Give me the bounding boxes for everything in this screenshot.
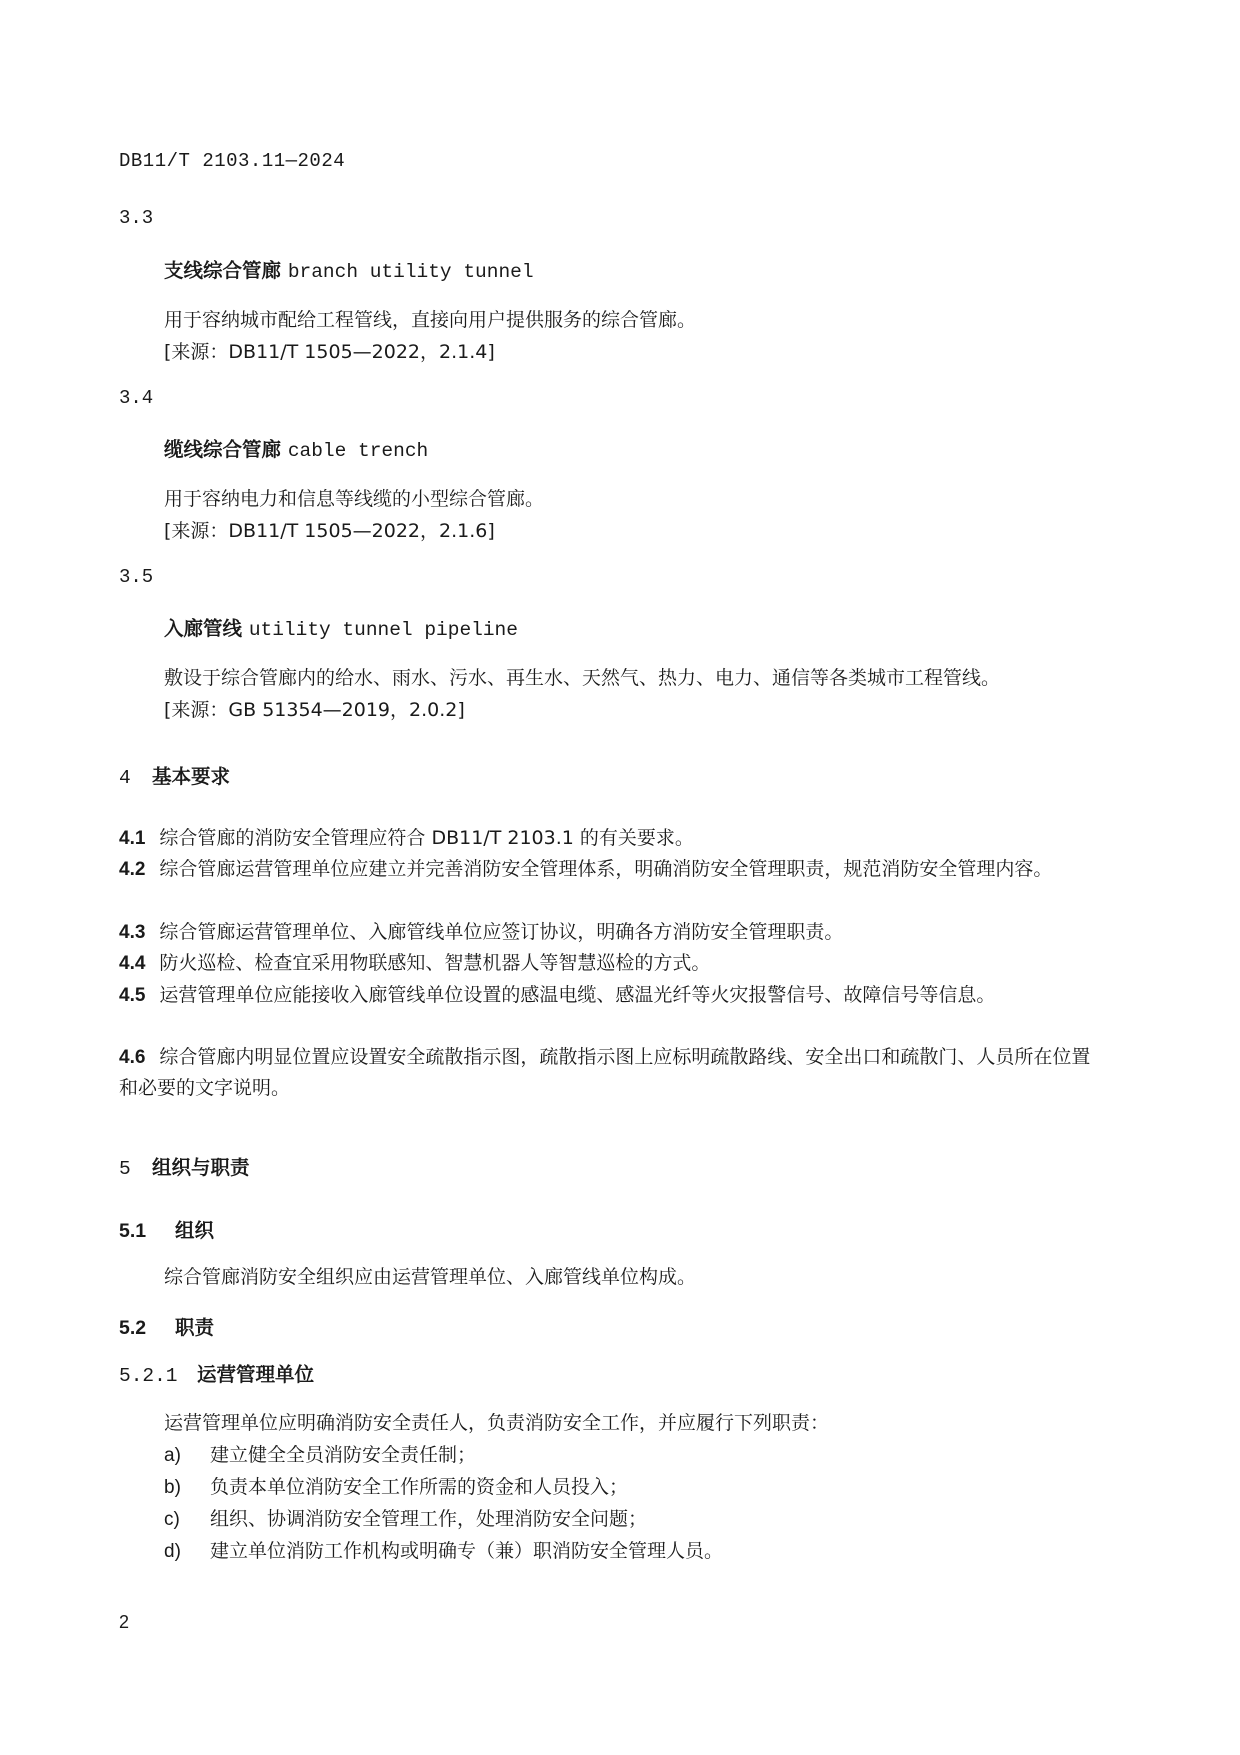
clause bbox=[119, 854, 1109, 885]
list-marker: c) bbox=[164, 1509, 180, 1530]
clause bbox=[119, 948, 1109, 979]
list-item bbox=[164, 1504, 647, 1531]
term-name-zh: 入廊管线 bbox=[164, 617, 243, 640]
paragraph: 综合管廊消防安全组织应由运营管理单位、入廊管线单位构成。 bbox=[164, 1266, 697, 1288]
section-title: 基本要求 bbox=[152, 765, 231, 788]
clause-text: 综合管廊运营管理单位、入廊管线单位应签订协议，明确各方消防安全管理职责。 bbox=[159, 921, 844, 943]
subsection-title: 职责 bbox=[175, 1316, 215, 1339]
clause-text: 运营管理单位应能接收入廊管线单位设置的感温电缆、感温光纤等火灾报警信号、故障信号等信息。 bbox=[159, 984, 996, 1006]
clause-number: 4.6 bbox=[119, 1047, 146, 1068]
subsubsection-heading bbox=[119, 1359, 314, 1387]
list-item-text: 建立单位消防工作机构或明确专（兼）职消防安全管理人员。 bbox=[210, 1540, 724, 1562]
list-item-text: 组织、协调消防安全管理工作，处理消防安全问题； bbox=[210, 1508, 648, 1530]
term-name-en: cable trench bbox=[287, 440, 429, 462]
term-name bbox=[164, 255, 534, 283]
clause-number: 4.5 bbox=[119, 985, 146, 1006]
clause bbox=[119, 1042, 1109, 1103]
clause-text: 防火巡检、检查宜采用物联感知、智慧机器人等智慧巡检的方式。 bbox=[159, 952, 711, 974]
clause-number: 4.1 bbox=[119, 828, 146, 849]
list-marker: d) bbox=[164, 1541, 181, 1562]
term-definition: 用于容纳电力和信息等线缆的小型综合管廊。 bbox=[164, 488, 545, 510]
term-number: 3.5 bbox=[119, 566, 154, 588]
term-definition: 用于容纳城市配给工程管线，直接向用户提供服务的综合管廊。 bbox=[164, 309, 697, 331]
section-title: 组织与职责 bbox=[152, 1156, 250, 1179]
clause bbox=[119, 823, 1109, 854]
subsubsection-title: 运营管理单位 bbox=[197, 1363, 315, 1386]
term-name-zh: 支线综合管廊 bbox=[164, 259, 282, 282]
list-item-text: 负责本单位消防安全工作所需的资金和人员投入； bbox=[210, 1476, 629, 1498]
term-source: [来源：DB11/T 1505—2022，2.1.4] bbox=[164, 341, 495, 363]
list-marker: b) bbox=[164, 1477, 181, 1498]
subsection-number: 5.1 bbox=[119, 1220, 147, 1242]
term-name-zh: 缆线综合管廊 bbox=[164, 438, 282, 461]
term-definition: 敷设于综合管廊内的给水、雨水、污水、再生水、天然气、热力、电力、通信等各类城市工程管线。 bbox=[164, 667, 1001, 689]
term-name-en: branch utility tunnel bbox=[287, 261, 534, 283]
subsection-number: 5.2 bbox=[119, 1317, 147, 1339]
section-number: 5 bbox=[119, 1158, 131, 1180]
list-item bbox=[164, 1472, 628, 1499]
term-source: [来源：GB 51354—2019，2.0.2] bbox=[164, 699, 465, 721]
term-name bbox=[164, 613, 518, 641]
list-item bbox=[164, 1440, 476, 1467]
section-heading bbox=[119, 1152, 250, 1180]
term-name-en: utility tunnel pipeline bbox=[248, 619, 518, 641]
section-heading bbox=[119, 761, 230, 789]
clause-text: 综合管廊运营管理单位应建立并完善消防安全管理体系，明确消防安全管理职责，规范消防安全管理内容。 bbox=[159, 858, 1053, 880]
list-marker: a) bbox=[164, 1445, 181, 1466]
subsection-heading bbox=[119, 1215, 214, 1243]
list-item-text: 建立健全全员消防安全责任制； bbox=[210, 1444, 477, 1466]
clause-number: 4.2 bbox=[119, 859, 146, 880]
document-code: DB11/T 2103.11—2024 bbox=[119, 150, 346, 172]
term-number: 3.4 bbox=[119, 387, 154, 409]
clause-number: 4.4 bbox=[119, 953, 146, 974]
term-number: 3.3 bbox=[119, 207, 154, 229]
clause bbox=[119, 980, 1109, 1011]
list-item bbox=[164, 1536, 723, 1563]
clause-number: 4.3 bbox=[119, 922, 146, 943]
subsubsection-number: 5.2.1 bbox=[119, 1365, 178, 1387]
subsection-heading bbox=[119, 1312, 214, 1340]
paragraph: 运营管理单位应明确消防安全责任人，负责消防安全工作，并应履行下列职责： bbox=[164, 1412, 830, 1434]
term-name bbox=[164, 434, 428, 462]
clause bbox=[119, 917, 1109, 948]
page-number: 2 bbox=[119, 1612, 130, 1632]
term-source: [来源：DB11/T 1505—2022，2.1.6] bbox=[164, 520, 495, 542]
clause-text: 综合管廊内明显位置应设置安全疏散指示图，疏散指示图上应标明疏散路线、安全出口和疏散门、人员所在位置和必要的文字说明。 bbox=[119, 1046, 1091, 1099]
clause-text: 综合管廊的消防安全管理应符合 DB11/T 2103.1 的有关要求。 bbox=[159, 827, 694, 849]
subsection-title: 组织 bbox=[175, 1219, 215, 1242]
section-number: 4 bbox=[119, 767, 131, 789]
